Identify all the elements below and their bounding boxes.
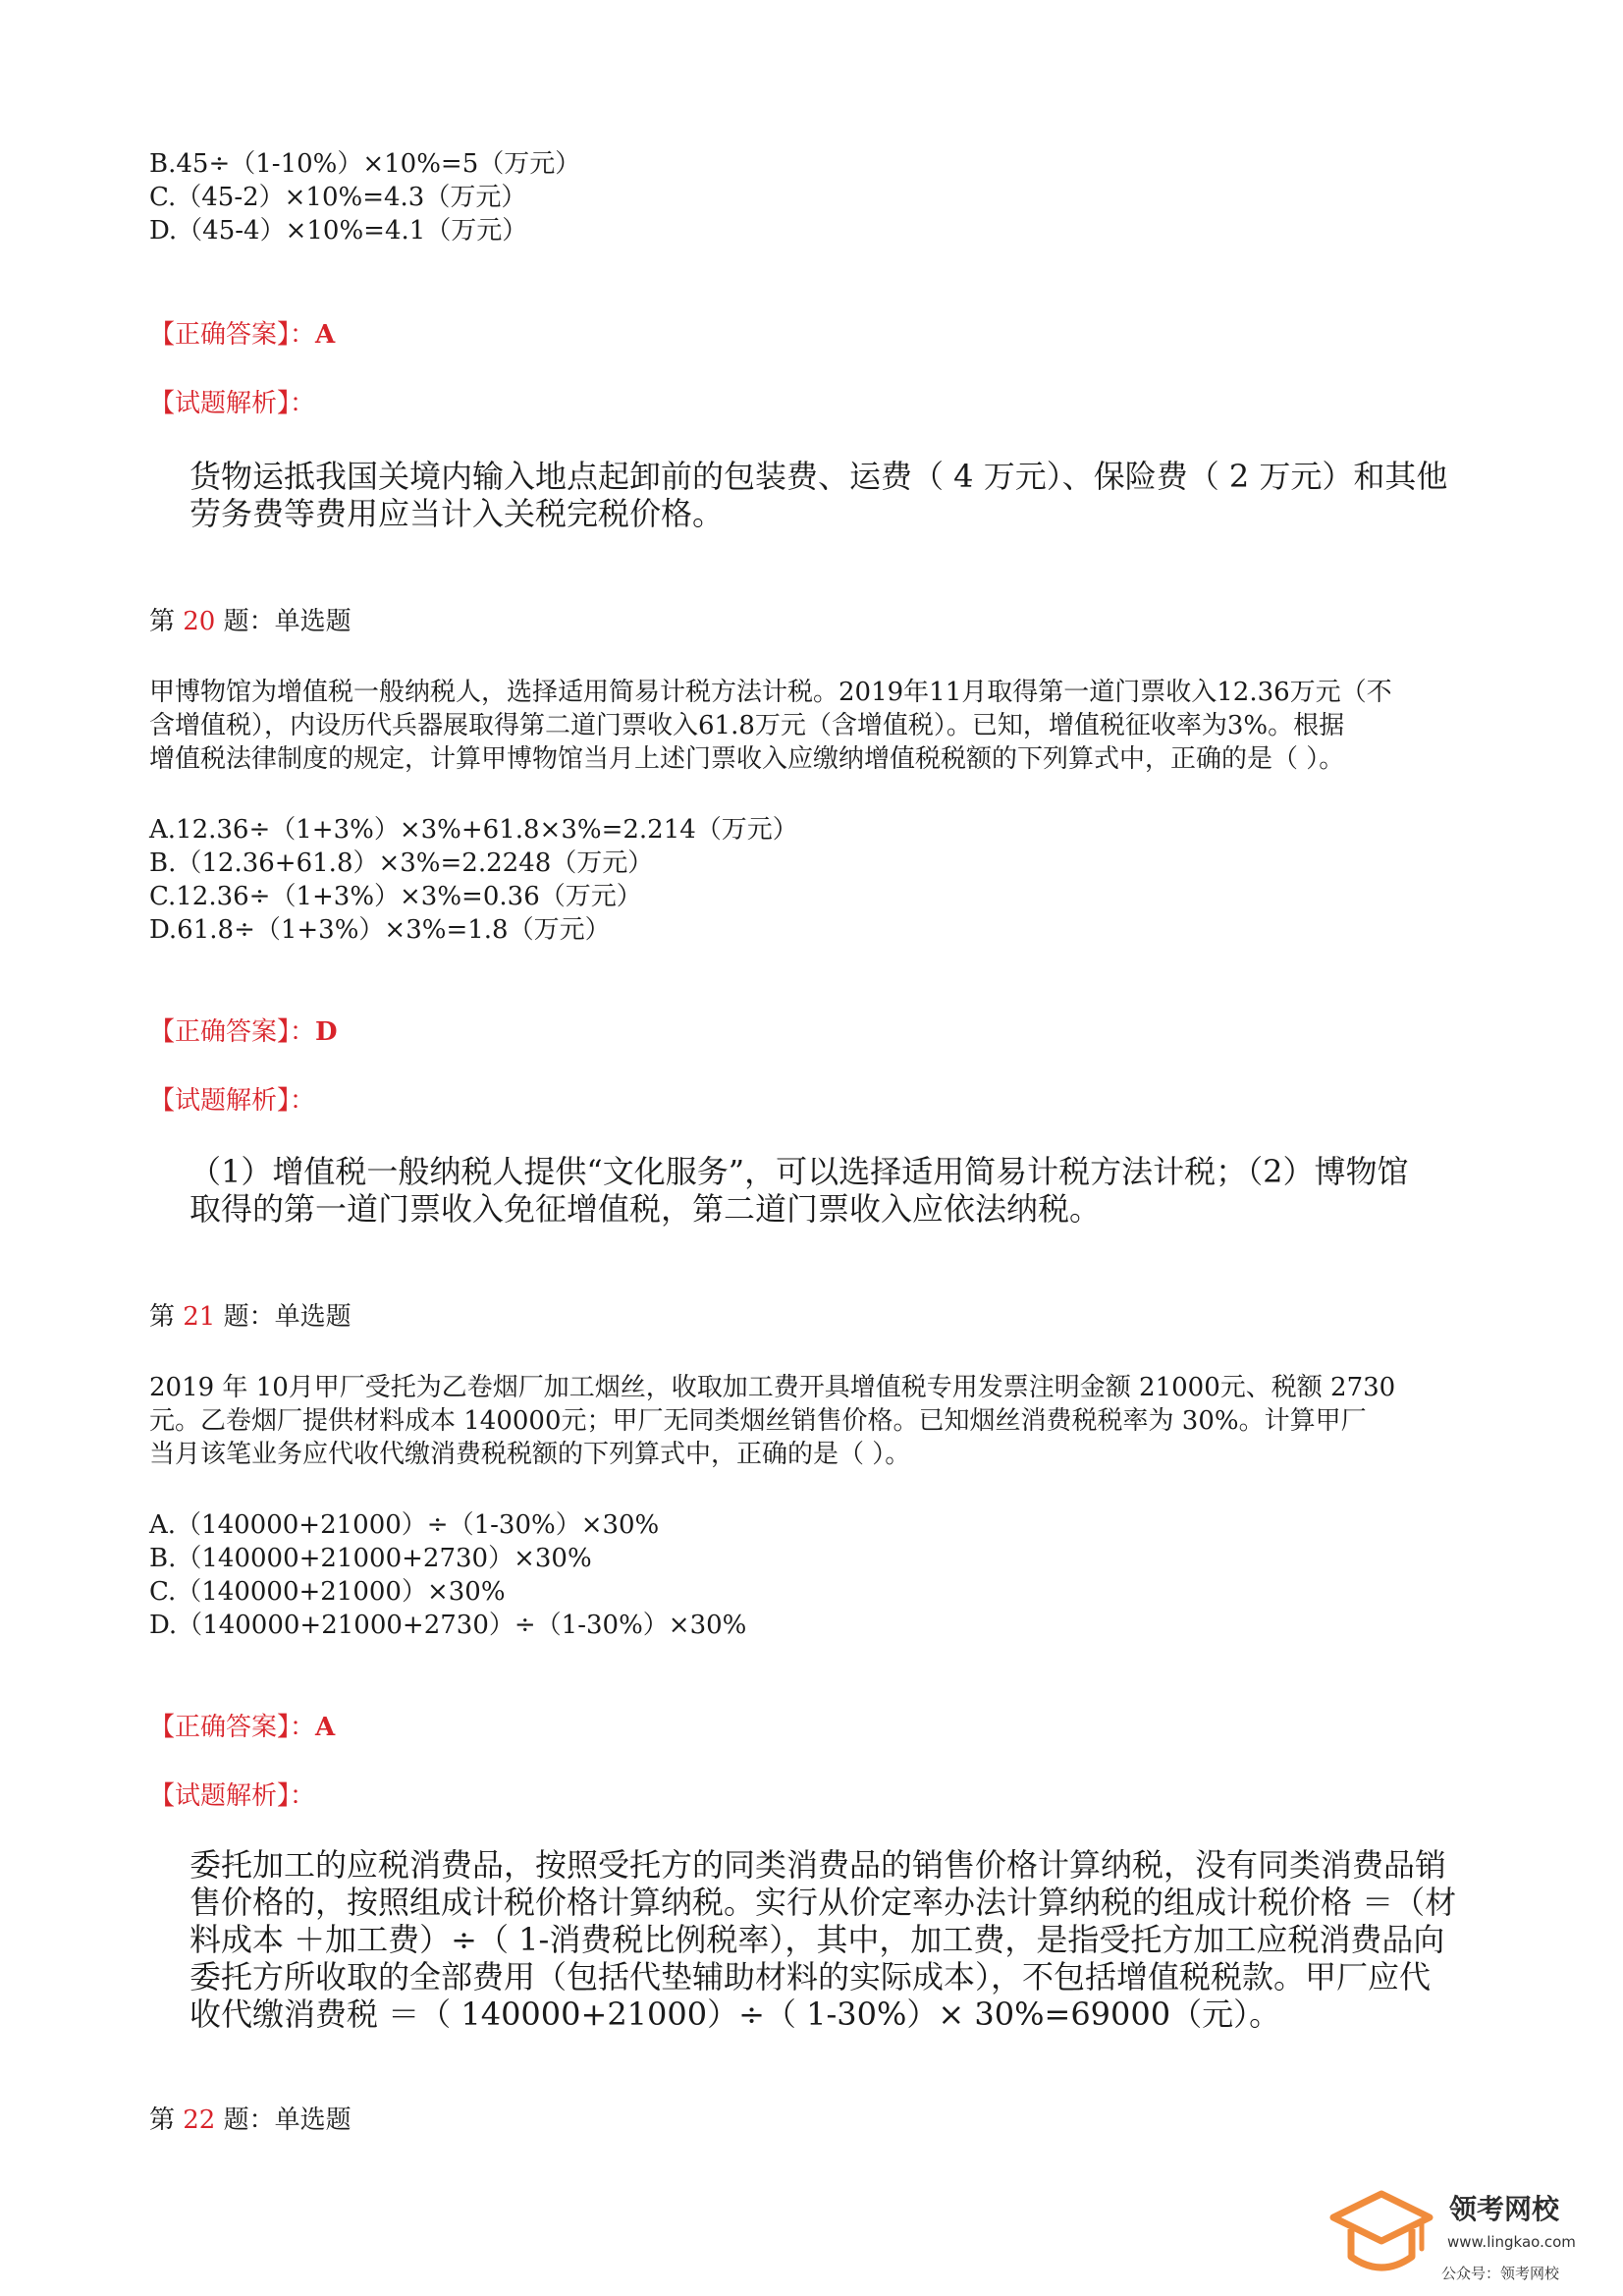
- graduation-cap-logo-icon: [1327, 2188, 1435, 2286]
- question-header: [149, 2104, 352, 2137]
- analysis-line: 委托方所收取的全部费用（包括代垫辅助材料的实际成本），不包括增值税税款。甲厂应代: [189, 1958, 1432, 1995]
- answer-line: [149, 318, 335, 352]
- stem-line: 2019 年 10月甲厂受托为乙卷烟厂加工烟丝，收取加工费开具增值税专用发票注明金额 21000元、税额 2730: [149, 1373, 1396, 1402]
- answer-value: A: [315, 1713, 336, 1742]
- question-stem: [149, 1371, 1489, 1471]
- stem-line: 元。乙卷烟厂提供材料成本 140000元；甲厂无同类烟丝销售价格。已知烟丝消费税税率为 30%。计算甲厂: [149, 1406, 1367, 1436]
- analysis-label: [149, 1779, 315, 1813]
- question-header: [149, 1300, 352, 1334]
- analysis-line: 售价格的，按照组成计税价格计算纳税。实行从价定率办法计算纳税的组成计税价格 ＝（材: [189, 1884, 1457, 1921]
- option-a: A.12.36÷（1+3%）×3%+61.8×3%=2.214（万元）: [149, 815, 798, 845]
- question-type: 题：单选题: [215, 607, 352, 636]
- option-d: D.（140000+21000+2730）÷（1-30%）×30%: [149, 1611, 747, 1640]
- question-number: 22: [183, 2105, 216, 2135]
- question-type: 题：单选题: [215, 1302, 352, 1332]
- option-d: D.（45-4）×10%=4.1（万元）: [149, 216, 528, 246]
- option-a: A.（140000+21000）÷（1-30%）×30%: [149, 1510, 660, 1540]
- question-prefix: 第: [149, 607, 184, 636]
- analysis-label-text: 【试题解析】：: [149, 1781, 316, 1811]
- stem-line: 甲博物馆为增值税一般纳税人，选择适用简易计税方法计税。2019年11月取得第一道门票收入12.36万元（不: [149, 678, 1392, 707]
- analysis-line: （1）增值税一般纳税人提供“文化服务”，可以选择适用简易计税方法计税；（2）博物馆: [189, 1153, 1409, 1190]
- question-number: 21: [183, 1302, 216, 1332]
- analysis-label: [149, 387, 315, 420]
- option-d: D.61.8÷（1+3%）×3%=1.8（万元）: [149, 915, 611, 945]
- analysis-line: 劳务费等费用应当计入关税完税价格。: [189, 495, 725, 532]
- option-c: C.（45-2）×10%=4.3（万元）: [149, 183, 527, 212]
- stem-line: 增值税法律制度的规定，计算甲博物馆当月上述门票收入应缴纳增值税税额的下列算式中，正确的是（ ）。: [149, 744, 1345, 774]
- question-type: 题：单选题: [215, 2105, 352, 2135]
- brand-wechat: 公众号：领考网校: [1441, 2265, 1560, 2282]
- analysis-line: 取得的第一道门票收入免征增值税，第二道门票收入应依法纳税。: [189, 1190, 1102, 1228]
- answer-value: D: [315, 1017, 338, 1047]
- answer-line: [149, 1711, 335, 1744]
- question-stem: [149, 676, 1489, 776]
- analysis-text: [189, 1153, 1408, 1228]
- analysis-line: 收代缴消费税 ＝（ 140000+21000）÷（ 1-30%）× 30%=69000（元）。: [189, 1995, 1281, 2033]
- stem-line: 含增值税），内设历代兵器展取得第二道门票收入61.8万元（含增值税）。已知，增值税征收率为3%。根据: [149, 711, 1345, 740]
- option-c: C.（140000+21000）×30%: [149, 1577, 506, 1607]
- answer-label: 【正确答案】：: [149, 320, 316, 350]
- answer-label: 【正确答案】：: [149, 1713, 316, 1742]
- analysis-line: 委托加工的应税消费品，按照受托方的同类消费品的销售价格计算纳税，没有同类消费品销: [189, 1846, 1447, 1884]
- answer-label: 【正确答案】：: [149, 1017, 316, 1047]
- analysis-text: [189, 1846, 1456, 2033]
- analysis-line: 料成本 ＋加工费）÷（ 1-消费税比例税率），其中，加工费，是指受托方加工应税消费品向: [189, 1921, 1445, 1958]
- analysis-label-text: 【试题解析】：: [149, 389, 316, 418]
- option-b: B.45÷（1-10%）×10%=5（万元）: [149, 149, 581, 179]
- question-prefix: 第: [149, 1302, 184, 1332]
- analysis-label-text: 【试题解析】：: [149, 1086, 316, 1116]
- analysis-text: [189, 458, 1447, 532]
- answer-line: [149, 1015, 338, 1049]
- analysis-line: 货物运抵我国关境内输入地点起卸前的包装费、运费（ 4 万元）、保险费（ 2 万元）和其他: [189, 458, 1448, 495]
- option-b: B.（12.36+61.8）×3%=2.2248（万元）: [149, 848, 654, 878]
- stem-line: 当月该笔业务应代收代缴消费税税额的下列算式中，正确的是（ ）。: [149, 1440, 911, 1469]
- question-number: 20: [183, 607, 216, 636]
- option-b: B.（140000+21000+2730）×30%: [149, 1544, 592, 1573]
- question-prefix: 第: [149, 2105, 184, 2135]
- answer-value: A: [315, 320, 336, 350]
- brand-url: www.lingkao.com: [1447, 2233, 1576, 2251]
- option-c: C.12.36÷（1+3%）×3%=0.36（万元）: [149, 882, 642, 911]
- question-header: [149, 605, 352, 638]
- brand-name: 领考网校: [1449, 2193, 1560, 2225]
- analysis-label: [149, 1084, 315, 1118]
